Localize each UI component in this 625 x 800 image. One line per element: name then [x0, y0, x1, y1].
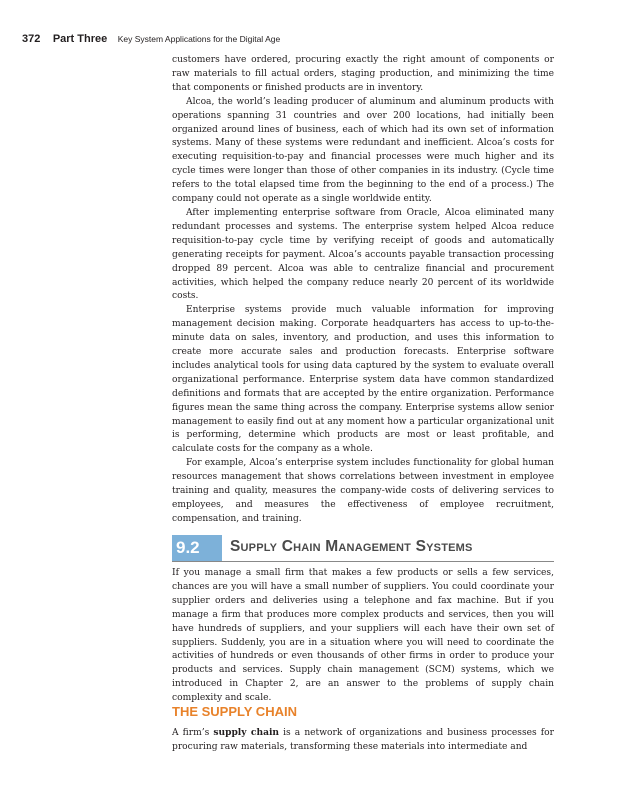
- paragraph: For example, Alcoa’s enterprise system includes functionality for global human resources management that shows correlations between investment in employee training and quality, measures the company-wide costs of delivering services to employees, and measures the effectiveness of employee recruitment, compensation, and training.: [172, 458, 554, 524]
- section-title: Supply Chain Management Systems: [230, 538, 473, 555]
- section-heading: [172, 535, 554, 562]
- paragraph: After implementing enterprise software from Oracle, Alcoa eliminated many redundant processes and systems. The enterprise system helped Alcoa reduce requisition-to-pay cycle time by verifying receipt of goods and automatically generating receipts for payment. Alcoa’s accounts payable transaction processing dropped 89 percent. Alcoa was able to centralize financial and procurement activities, which helped the company reduce nearly 20 percent of its worldwide costs.: [172, 207, 554, 302]
- paragraph-rest: is a network of organizations and business processes for procuring raw materials, transforming these materials into intermediate and: [172, 728, 554, 752]
- section-body: [172, 567, 554, 706]
- part-title: Key System Applications for the Digital Age: [117, 34, 281, 44]
- paragraph: Alcoa, the world’s leading producer of aluminum and aluminum products with operations spanning 31 countries and over 200 locations, had initially been organized around lines of business, each of which had its own set of information systems. Many of these systems were redundant and inefficient. Alcoa’s costs for executing requisition-to-pay and financial processes were much higher and its cycle times were longer than those of other companies in its industry. (Cycle time refers to the total elapsed time from the beginning to the end of a process.) The company could not operate as a single worldwide entity.: [172, 96, 554, 205]
- paragraph: [172, 726, 554, 755]
- section-number: 9.2: [172, 535, 222, 561]
- page-number: 372: [22, 33, 41, 45]
- paragraph: If you manage a small firm that makes a few products or sells a few services, chances are you will have a small number of suppliers. You could coordinate your supplier orders and deliveries using a telephone and fax machine. But if you manage a firm that produces more complex products and services, then you will have hundreds of suppliers, and your suppliers will each have their own set of suppliers. Suddenly, you are in a situation where you will need to coordinate the activities of hundreds or even thousands of other firms in order to produce your products and services. Supply chain management (SCM) systems, which we introduced in Chapter 2, are an answer to the problems of supply chain complexity and scale.: [172, 568, 554, 704]
- paragraph-start: A firm’s: [172, 728, 214, 738]
- body-text-top: [172, 54, 554, 527]
- subsection-title: THE SUPPLY CHAIN: [172, 704, 297, 719]
- paragraph: Enterprise systems provide much valuable information for improving management decision making. Corporate headquarters has access to up-to-the-minute data on sales, inventory, and production, and uses this information to create more accurate sales and production forecasts. Enterprise software includes analytical tools for using data captured by the system to evaluate overall organizational performance. Enterprise system data have common standardized definitions and formats that are accepted by the entire organization. Performance figures mean the same thing across the company. Enterprise systems allow senior management to easily find out at any moment how a particular organizational unit is performing, determine which products are most or least profitable, and calculate costs for the company as a whole.: [172, 305, 554, 455]
- paragraph: customers have ordered, procuring exactly the right amount of components or raw materials to fill actual orders, staging production, and minimizing the time that components or finished products are in inventory.: [172, 55, 554, 93]
- key-term: supply chain: [213, 727, 280, 738]
- subsection-body: [172, 726, 554, 755]
- part-label: Part Three: [52, 33, 108, 45]
- running-head: [22, 29, 612, 47]
